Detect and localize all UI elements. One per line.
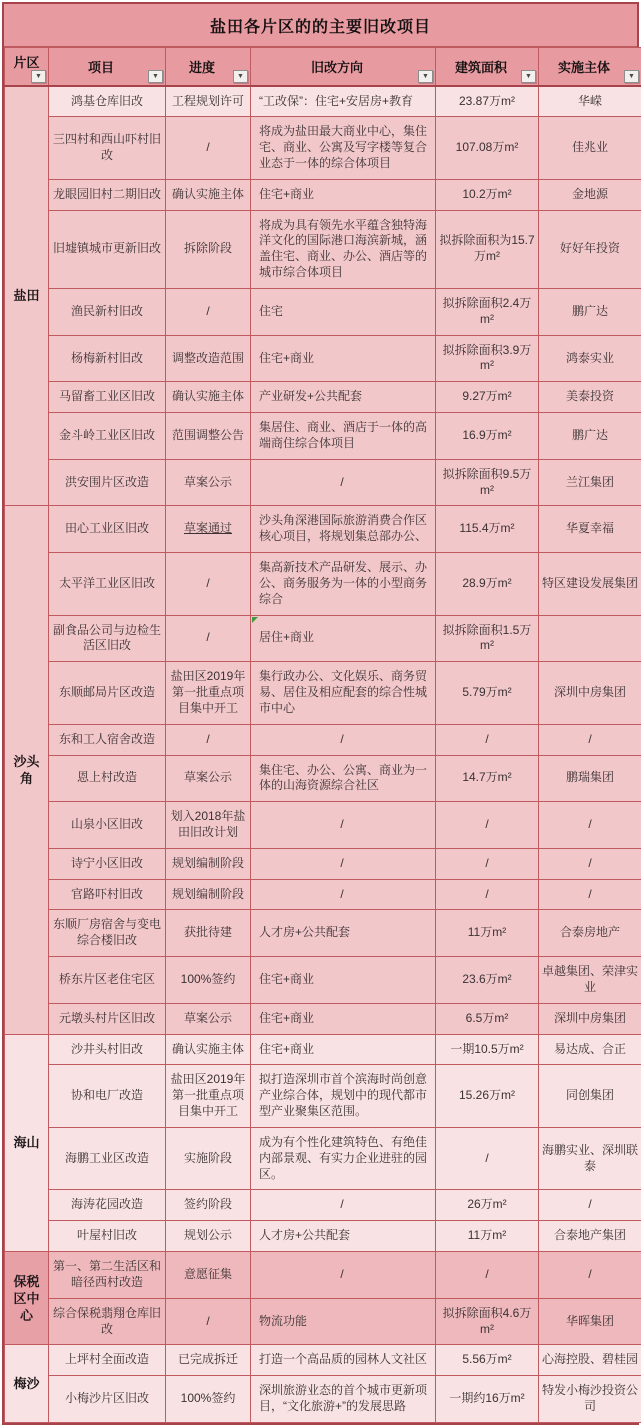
table-row xyxy=(5,506,641,553)
progress-cell[interactable]: 规划公示 xyxy=(166,1221,251,1252)
table-row xyxy=(5,724,641,755)
project-cell[interactable]: 金斗岭工业区旧改 xyxy=(49,413,166,460)
progress-cell[interactable]: / xyxy=(166,553,251,615)
area-cell[interactable]: 23.6万m² xyxy=(436,957,539,1004)
progress-cell[interactable]: 盐田区2019年第一批重点项目集中开工 xyxy=(166,1065,251,1127)
entity-cell[interactable]: 易达成、合正 xyxy=(539,1034,641,1065)
project-cell[interactable]: 海鹏工业区改造 xyxy=(49,1127,166,1189)
direction-cell[interactable]: / xyxy=(251,459,436,506)
table-row xyxy=(5,459,641,506)
progress-cell[interactable]: / xyxy=(166,724,251,755)
column-header-label: 实施主体 xyxy=(558,60,610,75)
progress-cell[interactable]: / xyxy=(166,1298,251,1345)
progress-cell[interactable]: 确认实施主体 xyxy=(166,179,251,210)
table-row xyxy=(5,879,641,910)
project-cell[interactable]: 协和电厂改造 xyxy=(49,1065,166,1127)
table-row xyxy=(5,179,641,210)
table-row xyxy=(5,1003,641,1034)
table-row xyxy=(5,1221,641,1252)
direction-cell[interactable]: / xyxy=(251,724,436,755)
progress-cell[interactable]: 划入2018年盐田旧改计划 xyxy=(166,802,251,849)
direction-cell[interactable]: 成为有个性化建筑特色、有绝佳内部景观、有实力企业进驻的园区。 xyxy=(251,1127,436,1189)
filter-dropdown-icon[interactable]: ▼ xyxy=(148,70,163,83)
area-cell[interactable]: / xyxy=(436,802,539,849)
column-header-label: 片区 xyxy=(13,55,39,70)
column-header-label: 项目 xyxy=(88,60,114,75)
column-header-direction[interactable] xyxy=(251,48,436,86)
table-row xyxy=(5,910,641,957)
table-row xyxy=(5,848,641,879)
area-cell[interactable]: 一期约16万m² xyxy=(436,1376,539,1423)
entity-cell[interactable] xyxy=(539,615,641,662)
direction-cell[interactable]: 集居住、商业、酒店于一体的高端商住综合体项目 xyxy=(251,413,436,460)
table-row xyxy=(5,755,641,802)
page-title: 盐田各片区的的主要旧改项目 xyxy=(4,4,637,47)
table-row xyxy=(5,957,641,1004)
area-cell[interactable]: 拟拆除面积3.9万m² xyxy=(436,335,539,382)
entity-cell[interactable]: 鸿泰实业 xyxy=(539,335,641,382)
projects-table xyxy=(4,47,641,1423)
area-cell[interactable]: 5.56万m² xyxy=(436,1345,539,1376)
direction-cell[interactable]: 人才房+公共配套 xyxy=(251,1221,436,1252)
entity-cell[interactable]: 海鹏实业、深圳联泰 xyxy=(539,1127,641,1189)
entity-cell[interactable]: 美泰投资 xyxy=(539,382,641,413)
table-row xyxy=(5,802,641,849)
area-cell[interactable]: 6.5万m² xyxy=(436,1003,539,1034)
area-cell[interactable]: 一期10.5万m² xyxy=(436,1034,539,1065)
project-cell[interactable]: 第一、第二生活区和暗径西村改造 xyxy=(49,1252,166,1299)
table-row xyxy=(5,335,641,382)
direction-cell[interactable]: / xyxy=(251,1252,436,1299)
progress-cell[interactable]: 范围调整公告 xyxy=(166,413,251,460)
table-row xyxy=(5,662,641,724)
table-row xyxy=(5,1127,641,1189)
filter-dropdown-icon[interactable]: ▼ xyxy=(418,70,433,83)
progress-cell[interactable]: 盐田区2019年第一批重点项目集中开工 xyxy=(166,662,251,724)
district-cell-0[interactable]: 盐田 xyxy=(5,86,49,506)
project-cell[interactable]: 太平洋工业区旧改 xyxy=(49,553,166,615)
project-cell[interactable]: 小梅沙片区旧改 xyxy=(49,1376,166,1423)
area-cell[interactable]: / xyxy=(436,1252,539,1299)
direction-cell[interactable]: 打造一个高品质的园林人文社区 xyxy=(251,1345,436,1376)
progress-cell[interactable]: 实施阶段 xyxy=(166,1127,251,1189)
project-cell[interactable]: 三四村和西山吓村旧改 xyxy=(49,117,166,179)
entity-cell[interactable]: 兰江集团 xyxy=(539,459,641,506)
column-header-label: 旧改方向 xyxy=(311,60,363,75)
project-cell[interactable]: 马留畜工业区旧改 xyxy=(49,382,166,413)
area-cell[interactable]: 拟拆除面积1.5万m² xyxy=(436,615,539,662)
table-row xyxy=(5,1298,641,1345)
area-cell[interactable]: 拟拆除面积2.4万m² xyxy=(436,288,539,335)
entity-cell[interactable]: / xyxy=(539,848,641,879)
project-cell[interactable]: 山泉小区旧改 xyxy=(49,802,166,849)
project-cell[interactable]: 东和工人宿舍改造 xyxy=(49,724,166,755)
direction-cell[interactable]: 集行政办公、文化娱乐、商务贸易、居住及相应配套的综合性城市中心 xyxy=(251,662,436,724)
entity-cell[interactable]: 华夏幸福 xyxy=(539,506,641,553)
project-cell[interactable]: 叶屋村旧改 xyxy=(49,1221,166,1252)
table-row xyxy=(5,382,641,413)
direction-cell[interactable]: 居住+商业 xyxy=(251,615,436,662)
entity-cell[interactable]: 金地源 xyxy=(539,179,641,210)
project-cell[interactable]: 杨梅新村旧改 xyxy=(49,335,166,382)
direction-cell[interactable]: 集住宅、办公、公寓、商业为一体的山海资源综合社区 xyxy=(251,755,436,802)
progress-underlined-text: 草案通过 xyxy=(184,521,232,535)
progress-cell[interactable]: 100%签约 xyxy=(166,957,251,1004)
progress-cell[interactable]: 已完成拆迁 xyxy=(166,1345,251,1376)
district-cell-3[interactable]: 保税区中心 xyxy=(5,1252,49,1345)
project-cell[interactable]: 渔民新村旧改 xyxy=(49,288,166,335)
direction-cell[interactable]: 住宅+商业 xyxy=(251,335,436,382)
area-cell[interactable]: 23.87万m² xyxy=(436,86,539,117)
entity-cell[interactable]: 合泰地产集团 xyxy=(539,1221,641,1252)
table-row xyxy=(5,288,641,335)
area-cell[interactable]: / xyxy=(436,1127,539,1189)
filter-dropdown-icon[interactable]: ▼ xyxy=(233,70,248,83)
progress-cell[interactable]: / xyxy=(166,117,251,179)
direction-cell[interactable]: “工改保”：住宅+安居房+教育 xyxy=(251,86,436,117)
progress-cell[interactable]: 拆除阶段 xyxy=(166,210,251,288)
project-cell[interactable]: 海涛花园改造 xyxy=(49,1190,166,1221)
entity-cell[interactable]: 特发小梅沙投资公司 xyxy=(539,1376,641,1423)
district-cell-2[interactable]: 海山 xyxy=(5,1034,49,1251)
table-row xyxy=(5,1252,641,1299)
direction-cell[interactable]: 住宅+商业 xyxy=(251,1003,436,1034)
entity-cell[interactable]: 合泰房地产 xyxy=(539,910,641,957)
progress-cell[interactable]: / xyxy=(166,288,251,335)
entity-cell[interactable]: 深圳中房集团 xyxy=(539,1003,641,1034)
table-body xyxy=(5,86,641,1423)
column-header-area[interactable] xyxy=(436,48,539,86)
project-cell[interactable]: 洪安围片区改造 xyxy=(49,459,166,506)
direction-cell[interactable]: 将成为盐田最大商业中心，集住宅、商业、公寓及写字楼等复合业态于一体的综合体项目 xyxy=(251,117,436,179)
direction-cell[interactable]: 集高新技术产品研发、展示、办公、商务服务为一体的小型商务综合 xyxy=(251,553,436,615)
progress-cell[interactable]: 草案公示 xyxy=(166,459,251,506)
column-header-progress[interactable] xyxy=(166,48,251,86)
area-cell[interactable]: 9.27万m² xyxy=(436,382,539,413)
project-cell[interactable]: 沙井头村旧改 xyxy=(49,1034,166,1065)
direction-cell[interactable]: 拟打造深圳市首个滨海时尚创意产业综合体，规划中的现代都市型产业聚集区范围。 xyxy=(251,1065,436,1127)
progress-cell[interactable]: 工程规划许可 xyxy=(166,86,251,117)
area-cell[interactable]: / xyxy=(436,848,539,879)
area-cell[interactable]: 28.9万m² xyxy=(436,553,539,615)
direction-cell[interactable]: 物流功能 xyxy=(251,1298,436,1345)
progress-cell[interactable]: 100%签约 xyxy=(166,1376,251,1423)
table-row xyxy=(5,86,641,117)
area-cell[interactable]: / xyxy=(436,879,539,910)
area-cell[interactable]: 26万m² xyxy=(436,1190,539,1221)
progress-cell[interactable]: 确认实施主体 xyxy=(166,1034,251,1065)
direction-cell[interactable]: / xyxy=(251,848,436,879)
project-cell[interactable]: 东顺邮局片区改造 xyxy=(49,662,166,724)
column-header-district[interactable] xyxy=(5,48,49,86)
progress-cell[interactable]: 规划编制阶段 xyxy=(166,848,251,879)
area-cell[interactable]: 11万m² xyxy=(436,1221,539,1252)
project-cell[interactable]: 副食品公司与边检生活区旧改 xyxy=(49,615,166,662)
table-row xyxy=(5,553,641,615)
project-cell[interactable]: 恩上村改造 xyxy=(49,755,166,802)
table-row xyxy=(5,1190,641,1221)
entity-cell[interactable]: 鹏广达 xyxy=(539,413,641,460)
direction-cell[interactable]: / xyxy=(251,1190,436,1221)
table-row xyxy=(5,1034,641,1065)
progress-cell[interactable]: 规划编制阶段 xyxy=(166,879,251,910)
entity-cell[interactable]: / xyxy=(539,879,641,910)
entity-cell[interactable]: 好好年投资 xyxy=(539,210,641,288)
direction-cell[interactable]: 住宅+商业 xyxy=(251,179,436,210)
project-cell[interactable]: 鸿基仓库旧改 xyxy=(49,86,166,117)
area-cell[interactable]: 拟拆除面积9.5万m² xyxy=(436,459,539,506)
progress-cell[interactable]: 签约阶段 xyxy=(166,1190,251,1221)
project-cell[interactable]: 东顺厂房宿舍与变电综合楼旧改 xyxy=(49,910,166,957)
column-header-label: 进度 xyxy=(189,60,215,75)
direction-cell[interactable]: 沙头角深港国际旅游消费合作区核心项目，将规划集总部办公、 xyxy=(251,506,436,553)
project-cell[interactable]: 上坪村全面改造 xyxy=(49,1345,166,1376)
direction-cell[interactable]: 将成为具有领先水平蕴含独特海洋文化的国际港口海滨新城，涵盖住宅、商业、办公、酒店等的城市综合体项目 xyxy=(251,210,436,288)
project-cell[interactable]: 诗宁小区旧改 xyxy=(49,848,166,879)
table-row xyxy=(5,1345,641,1376)
entity-cell[interactable]: 特区建设发展集团 xyxy=(539,553,641,615)
entity-cell[interactable]: 鹏瑞集团 xyxy=(539,755,641,802)
direction-cell[interactable]: 住宅+商业 xyxy=(251,957,436,1004)
project-cell[interactable]: 官路吓村旧改 xyxy=(49,879,166,910)
table-row xyxy=(5,210,641,288)
entity-cell[interactable]: / xyxy=(539,802,641,849)
table-row xyxy=(5,615,641,662)
area-cell[interactable]: 14.7万m² xyxy=(436,755,539,802)
column-header-project[interactable] xyxy=(49,48,166,86)
district-cell-1[interactable]: 沙头角 xyxy=(5,506,49,1034)
progress-cell[interactable]: 意愿征集 xyxy=(166,1252,251,1299)
direction-cell[interactable]: 深圳旅游业态的首个城市更新项目，“文化旅游+”的发展思路 xyxy=(251,1376,436,1423)
entity-cell[interactable]: 心海控股、碧桂园 xyxy=(539,1345,641,1376)
progress-cell[interactable]: 草案公示 xyxy=(166,1003,251,1034)
area-cell[interactable]: 5.79万m² xyxy=(436,662,539,724)
table-row xyxy=(5,413,641,460)
column-header-label: 建筑面积 xyxy=(455,60,507,75)
entity-cell[interactable]: 华嵘 xyxy=(539,86,641,117)
area-cell[interactable]: 107.08万m² xyxy=(436,117,539,179)
district-cell-4[interactable]: 梅沙 xyxy=(5,1345,49,1422)
filter-dropdown-icon[interactable]: ▼ xyxy=(624,70,639,83)
area-cell[interactable]: 11万m² xyxy=(436,910,539,957)
entity-cell[interactable]: 卓越集团、荣津实业 xyxy=(539,957,641,1004)
area-cell[interactable]: 16.9万m² xyxy=(436,413,539,460)
direction-cell[interactable]: 住宅 xyxy=(251,288,436,335)
spreadsheet xyxy=(2,2,639,1425)
entity-cell[interactable]: 华晖集团 xyxy=(539,1298,641,1345)
project-cell[interactable]: 桥东片区老住宅区 xyxy=(49,957,166,1004)
filter-dropdown-icon[interactable]: ▼ xyxy=(31,70,46,83)
table-row xyxy=(5,1376,641,1423)
entity-cell[interactable]: 同创集团 xyxy=(539,1065,641,1127)
direction-cell[interactable]: 住宅+商业 xyxy=(251,1034,436,1065)
area-cell[interactable]: / xyxy=(436,724,539,755)
entity-cell[interactable]: / xyxy=(539,1190,641,1221)
table-row xyxy=(5,1065,641,1127)
area-cell[interactable]: 115.4万m² xyxy=(436,506,539,553)
entity-cell[interactable]: / xyxy=(539,1252,641,1299)
table-header-row xyxy=(5,48,641,86)
column-header-entity[interactable] xyxy=(539,48,641,86)
cell-note-marker-icon xyxy=(252,617,258,623)
direction-cell[interactable]: 人才房+公共配套 xyxy=(251,910,436,957)
progress-cell[interactable]: 调整改造范围 xyxy=(166,335,251,382)
table-row xyxy=(5,117,641,179)
direction-cell[interactable]: 产业研发+公共配套 xyxy=(251,382,436,413)
entity-cell[interactable]: 深圳中房集团 xyxy=(539,662,641,724)
project-cell[interactable]: 综合保税翡翔仓库旧改 xyxy=(49,1298,166,1345)
project-cell[interactable]: 元墩头村片区旧改 xyxy=(49,1003,166,1034)
entity-cell[interactable]: 佳兆业 xyxy=(539,117,641,179)
filter-dropdown-icon[interactable]: ▼ xyxy=(521,70,536,83)
direction-cell[interactable]: / xyxy=(251,802,436,849)
progress-cell[interactable]: 确认实施主体 xyxy=(166,382,251,413)
progress-cell[interactable]: 草案公示 xyxy=(166,755,251,802)
area-cell[interactable]: 10.2万m² xyxy=(436,179,539,210)
progress-cell[interactable] xyxy=(166,506,251,553)
direction-cell[interactable]: / xyxy=(251,879,436,910)
area-cell[interactable]: 15.26万m² xyxy=(436,1065,539,1127)
progress-cell[interactable]: 获批待建 xyxy=(166,910,251,957)
progress-cell[interactable]: / xyxy=(166,615,251,662)
project-cell[interactable]: 旧墟镇城市更新旧改 xyxy=(49,210,166,288)
area-cell[interactable]: 拟拆除面积4.6万m² xyxy=(436,1298,539,1345)
project-cell[interactable]: 田心工业区旧改 xyxy=(49,506,166,553)
entity-cell[interactable]: 鹏广达 xyxy=(539,288,641,335)
project-cell[interactable]: 龙眼园旧村二期旧改 xyxy=(49,179,166,210)
entity-cell[interactable]: / xyxy=(539,724,641,755)
area-cell[interactable]: 拟拆除面积为15.7万m² xyxy=(436,210,539,288)
